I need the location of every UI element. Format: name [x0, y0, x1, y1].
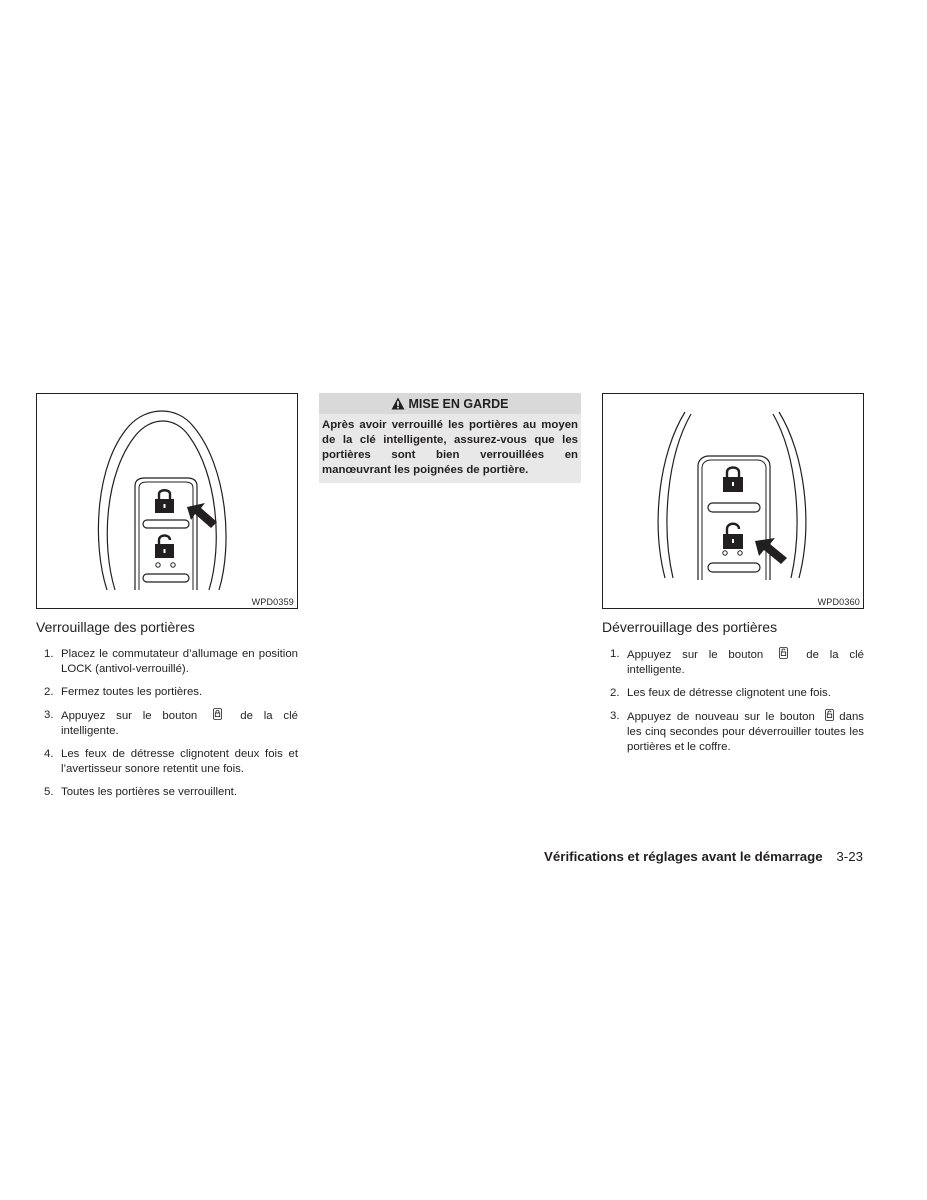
list-item: 5. Toutes les portières se verrouillent.: [44, 786, 238, 798]
list-item: 1. Placez le commutateur d’allumage en position LOCK (antivol-verrouillé).: [44, 648, 298, 675]
section-name: Vérifications et réglages avant le démarrage: [544, 849, 823, 864]
lock-open-icon: [723, 524, 743, 549]
lock-key-figure: [36, 393, 298, 609]
lock-closed-icon: [213, 708, 222, 720]
section-title: Déverrouillage des portières: [602, 619, 778, 635]
figure-code: WPD0360: [817, 597, 860, 607]
warning-section: [319, 393, 581, 483]
page-footer: [544, 849, 863, 864]
unlock-key-figure: [602, 393, 864, 609]
page-number: 3-23: [836, 849, 863, 864]
intelligent-key-unlock-illustration: [603, 394, 863, 608]
lock-open-icon: [155, 536, 174, 559]
figure-code: WPD0359: [251, 597, 294, 607]
lock-closed-icon: [155, 490, 174, 513]
lock-open-icon: [779, 647, 788, 659]
lock-section: [36, 393, 298, 808]
list-item: 3. Appuyez sur le bouton de la clé intelligente.: [44, 709, 298, 737]
warning-title: MISE EN GARDE: [408, 396, 509, 411]
lock-closed-icon: [723, 468, 743, 493]
lock-open-icon: [825, 709, 834, 721]
lock-steps-list: [36, 647, 298, 800]
unlock-section: [602, 393, 864, 763]
warning-triangle-icon: [391, 397, 405, 410]
section-title: Verrouillage des portières: [36, 619, 195, 635]
unlock-steps-list: [602, 647, 864, 755]
intelligent-key-lock-illustration: [37, 394, 297, 608]
pointer-arrow-icon: [755, 538, 787, 564]
list-item: 2. Fermez toutes les portières.: [44, 686, 203, 698]
warning-text: Après avoir verrouillé les portières au moyen de la clé intelligente, assurez-vous que les portières sont bien verrouillées en manœuvrant les poignées de portière.: [319, 414, 581, 483]
list-item: 2. Les feux de détresse clignotent une fois.: [610, 687, 831, 699]
list-item: 4. Les feux de détresse clignotent deux fois et l’avertisseur sonore retentit une fois.: [44, 748, 298, 775]
warning-header: [319, 393, 581, 414]
pointer-arrow-icon: [187, 503, 217, 528]
list-item: 1. Appuyez sur le bouton de la clé intelligente.: [610, 648, 864, 676]
list-item: 3. Appuyez de nouveau sur le bouton dans les cinq secondes pour déverrouiller toutes les portières et le coffre.: [610, 710, 864, 753]
